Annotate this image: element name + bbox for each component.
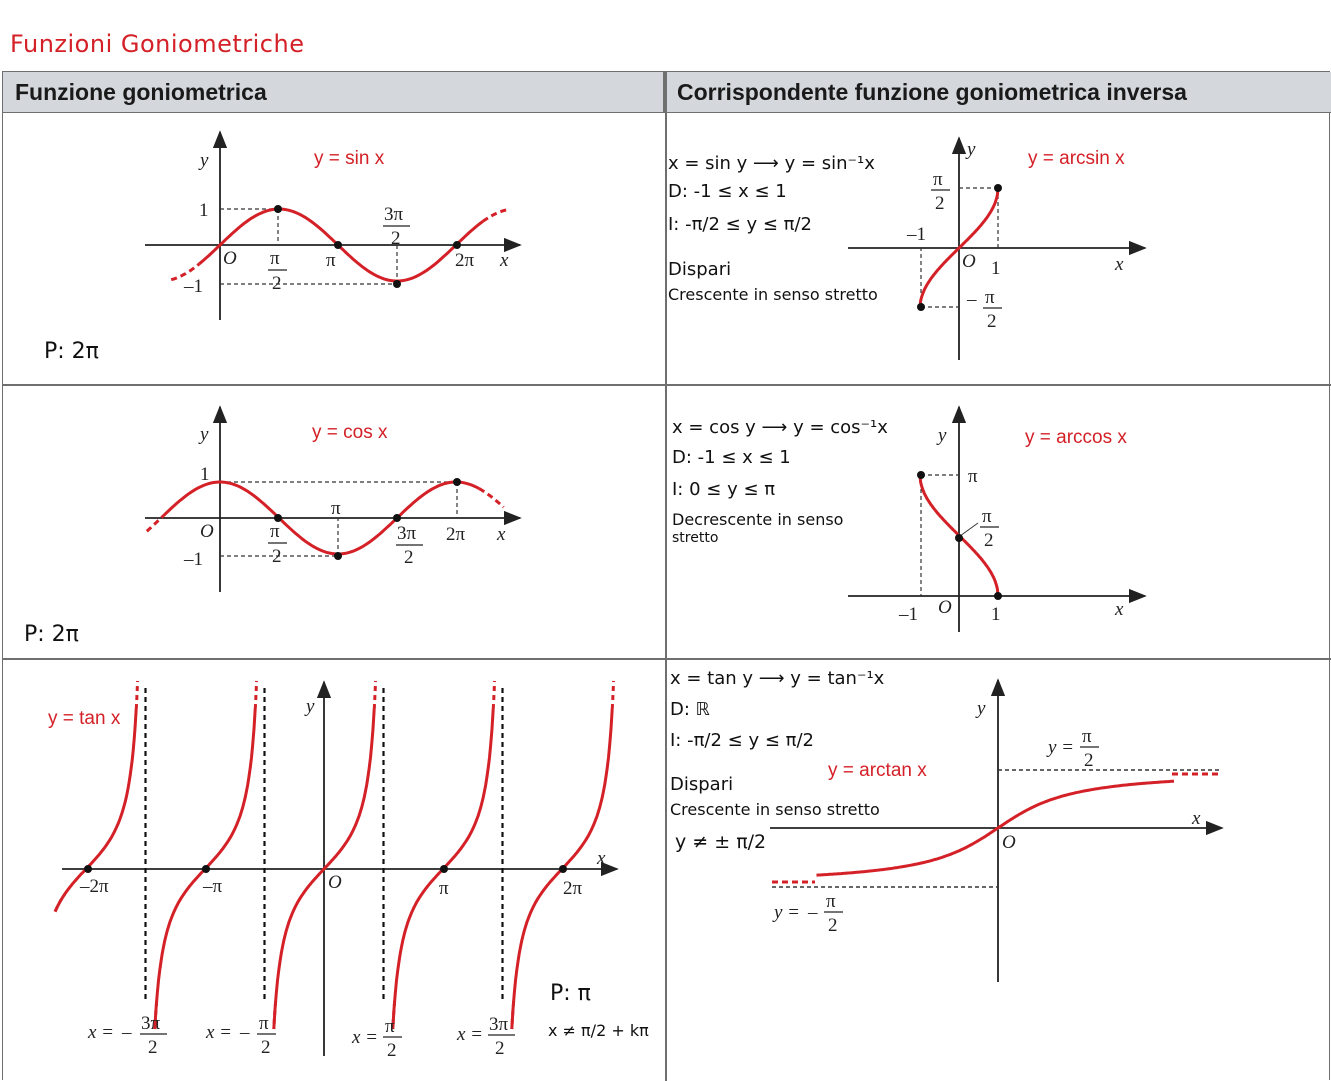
tick-1: 1 (199, 200, 209, 221)
x-label: x (497, 524, 506, 545)
page-title: Funzioni Goniometriche (10, 30, 305, 58)
svg-text:2: 2 (148, 1037, 158, 1058)
asymptote-label-3pi-half (456, 1014, 515, 1059)
point (393, 514, 401, 522)
tick-1: 1 (200, 464, 210, 485)
y-label: y (967, 139, 976, 160)
y-label: y (200, 424, 209, 445)
origin-label: O (938, 597, 952, 618)
svg-text:π: π (1082, 726, 1092, 747)
tick-minus-1: –1 (184, 549, 203, 570)
svg-text:x =: x = (352, 1027, 379, 1048)
origin-label: O (328, 872, 342, 893)
svg-text:x =: x = (206, 1022, 233, 1043)
tick-2pi: 2π (446, 524, 466, 545)
x-label: x (597, 848, 606, 869)
tick-pi-num: π (985, 287, 995, 308)
tick-2pi: 2π (563, 878, 583, 899)
point (994, 592, 1002, 600)
point (334, 241, 342, 249)
point (453, 478, 461, 486)
arccos-note: Decrescente in senso (672, 510, 844, 529)
svg-text:3π: 3π (141, 1013, 161, 1034)
arccos-function-label: y = arccos x (1025, 427, 1127, 448)
tick-minus-1: –1 (184, 276, 203, 297)
cos-graph (24, 407, 520, 647)
tick-3pi-half-den: 2 (391, 228, 401, 249)
tick-minus-pi: –π (203, 876, 223, 897)
x-label: x (500, 250, 509, 271)
y-label: y (200, 150, 209, 171)
cos-curve-continuation (479, 489, 503, 508)
sin-period-note: P: 2π (44, 339, 99, 364)
svg-text:3π: 3π (489, 1014, 509, 1035)
point (955, 534, 963, 542)
tick-pi: π (326, 250, 336, 271)
arcsin-note: x = sin y ⟶ y = sin⁻¹x (668, 153, 875, 174)
tick-3pi-half-den: 2 (404, 547, 414, 568)
asymptote-label-pi-half (351, 1016, 402, 1061)
point (334, 552, 342, 560)
arctan-note: I: -π/2 ≤ y ≤ π/2 (670, 730, 814, 751)
tick-minus-1: –1 (899, 604, 918, 625)
sin-function-label: y = sin x (314, 148, 385, 169)
y-label: y (977, 698, 986, 719)
svg-text:–: – (808, 902, 818, 923)
tick-den: 2 (987, 311, 997, 332)
svg-text:x =: x = (457, 1024, 484, 1045)
tick-minus-1: –1 (907, 224, 926, 245)
tick-2pi: 2π (455, 250, 475, 271)
tick-pi-half-den: 2 (272, 546, 282, 567)
tick-den: 2 (935, 193, 945, 214)
tick-pi: π (331, 498, 341, 519)
origin-label: O (200, 521, 214, 542)
tick-den: 2 (984, 530, 994, 551)
point (453, 241, 461, 249)
svg-text:2: 2 (828, 915, 838, 936)
arctan-function-label: y = arctan x (828, 760, 927, 781)
svg-text:y =: y = (1048, 737, 1075, 758)
tan-branch-continuation (136, 681, 137, 709)
arccos-note: I: 0 ≤ y ≤ π (672, 479, 776, 500)
tan-domain-note: x ≠ π/2 + kπ (548, 1021, 649, 1040)
y-label: y (938, 425, 947, 446)
tan-branch-continuation (255, 681, 256, 709)
origin-label: O (962, 251, 976, 272)
arccos-graph (672, 407, 1145, 632)
svg-text:2: 2 (495, 1038, 505, 1059)
tan-branch-continuation (374, 681, 375, 709)
tick-1: 1 (991, 258, 1001, 279)
tan-branch-continuation (493, 681, 494, 709)
origin-label: O (1002, 832, 1016, 853)
tick-pi-half-num: π (270, 248, 280, 269)
tick-pi: π (968, 466, 978, 487)
arctan-note: x = tan y ⟶ y = tan⁻¹x (670, 668, 885, 689)
y-label: y (306, 696, 315, 717)
point (917, 471, 925, 479)
tan-branches (55, 681, 614, 1029)
tan-branch-continuation (612, 681, 613, 709)
arccos-guides (921, 475, 959, 596)
arccos-note: x = cos y ⟶ y = cos⁻¹x (672, 417, 888, 438)
tick-pi: π (439, 878, 449, 899)
point (994, 184, 1002, 192)
svg-text:2: 2 (1084, 750, 1094, 771)
tan-period-note: P: π (550, 981, 591, 1006)
x-label: x (1192, 808, 1201, 829)
point (559, 865, 567, 873)
tick-pi-num: π (933, 169, 943, 190)
point (84, 865, 92, 873)
tick-3pi-half-num: 3π (384, 204, 404, 225)
arcsin-graph (668, 138, 1145, 360)
arccos-note: D: -1 ≤ x ≤ 1 (672, 447, 791, 468)
svg-text:2: 2 (387, 1040, 397, 1061)
svg-text:–: – (240, 1022, 250, 1043)
tick-minus: – (967, 289, 977, 310)
cos-function-label: y = cos x (312, 422, 388, 443)
point (274, 205, 282, 213)
sin-curve-continuation (483, 209, 509, 221)
sin-graph (44, 132, 520, 364)
tick-pi-half-num: π (270, 521, 280, 542)
arcsin-note: Dispari (668, 259, 732, 280)
tick-minus-2pi: –2π (80, 876, 109, 897)
tick-1: 1 (991, 604, 1001, 625)
point (393, 280, 401, 288)
svg-text:x =: x = (88, 1022, 115, 1043)
point (202, 865, 210, 873)
x-label: x (1115, 599, 1124, 620)
asymptote-label-bottom (772, 891, 843, 936)
arctan-note: Crescente in senso stretto (670, 800, 880, 819)
svg-text:y =: y = (774, 902, 801, 923)
point (917, 303, 925, 311)
svg-text:π: π (259, 1013, 269, 1034)
header-function: Funzione goniometrica (3, 72, 665, 113)
arcsin-note: D: -1 ≤ x ≤ 1 (668, 181, 787, 202)
tick-3pi-half-num: 3π (397, 523, 417, 544)
svg-text:2: 2 (261, 1037, 271, 1058)
header-inverse-function: Corrispondente funzione goniometrica inversa (665, 72, 1331, 113)
asymptote-label-minus-3pi-half (87, 1013, 167, 1058)
arctan-note: Dispari (670, 774, 734, 795)
asymptote-label-minus-pi-half (205, 1013, 276, 1058)
tick-pi-half-den: 2 (272, 273, 282, 294)
svg-text:π: π (826, 891, 836, 912)
origin-label: O (223, 248, 237, 269)
arccos-note: stretto (672, 530, 719, 546)
tan-function-label: y = tan x (48, 708, 121, 729)
svg-text:–: – (122, 1022, 132, 1043)
tan-graph (48, 681, 649, 1061)
svg-text:π: π (385, 1016, 395, 1037)
x-label: x (1115, 254, 1124, 275)
arcsin-function-label: y = arcsin x (1028, 148, 1125, 169)
arctan-note: y ≠ ± π/2 (675, 831, 767, 853)
asymptote-label-top (1046, 726, 1099, 771)
tick-pi-num: π (982, 506, 992, 527)
arctan-graph (670, 668, 1222, 982)
arcsin-note: I: -π/2 ≤ y ≤ π/2 (668, 214, 812, 235)
point (440, 865, 448, 873)
arcsin-note: Crescente in senso stretto (668, 285, 878, 304)
cos-period-note: P: 2π (24, 622, 79, 647)
arctan-note: D: ℝ (670, 699, 710, 720)
